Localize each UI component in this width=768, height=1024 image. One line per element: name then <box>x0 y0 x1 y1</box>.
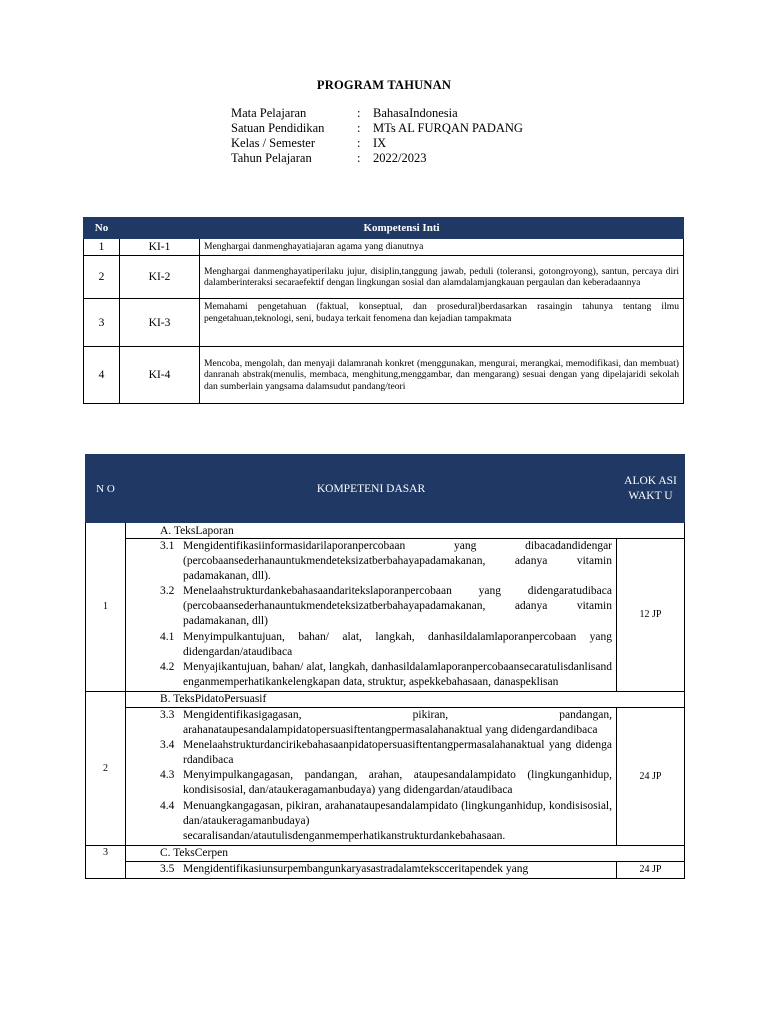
kd-number: 3.5 <box>160 862 175 875</box>
table-row <box>86 845 685 861</box>
ki-no: 1 <box>84 239 120 256</box>
meta-label: Tahun Pelajaran <box>231 151 312 165</box>
kd-number: 4.3 <box>160 769 175 782</box>
kd-header-row <box>86 455 685 523</box>
meta-value: MTs AL FURQAN PADANG <box>373 121 523 135</box>
meta-separator: : <box>357 106 361 120</box>
kd-category: C. TeksCerpen <box>126 845 685 861</box>
kd-group-no: 2 <box>86 691 126 845</box>
meta-separator: : <box>357 151 361 165</box>
kd-time: 12 JP <box>617 539 685 692</box>
kd-content <box>126 861 617 878</box>
table-row <box>84 299 684 347</box>
kd-number: 3.2 <box>160 585 175 598</box>
ki-code: KI-1 <box>120 239 200 256</box>
ki-code: KI-4 <box>120 347 200 404</box>
list-item <box>159 738 612 768</box>
list-item <box>159 862 612 877</box>
kd-text: Menelaahstrukturdancirikebahasaanpidatopersuasiftentangpermasalahanaktual yang didengardandibaca <box>183 739 612 767</box>
meta-label: Kelas / Semester <box>231 136 316 150</box>
kd-number: 3.3 <box>160 708 175 721</box>
kd-text: Mengidentifikasiunsurpembangunkaryasastradalamtekscceritapendek yang <box>183 862 529 875</box>
kd-text: Menelaahstrukturdankebahasaandaritekslaporanpercobaan yang didengaratudibaca (percobaansederhanauntukmendeteksizatberbahayapadamakanan, adanya vitamin padamakanan, dll) <box>183 585 612 628</box>
kd-text: Menuangkangagasan, pikiran, arahanataupesandalampidato (lingkunganhidup, kondisisosial, dan/ataukeragamanbudaya) secaralisandan/atautulisdenganmemperhatikanstrukturdankebahasaan. <box>183 799 612 842</box>
table-row <box>86 539 685 692</box>
kd-group-no: 1 <box>86 523 126 692</box>
kd-time: 24 JP <box>617 707 685 845</box>
kd-text: Mengidentifikasiinformasidarilaporanpercobaan yang dibacadandidengar (percobaansederhanauntukmendeteksizatberbahayapadamakanan, adanya vitamin padamakanan, dll). <box>183 540 612 583</box>
kd-category: A. TeksLaporan <box>126 523 685 539</box>
ki-code: KI-2 <box>120 256 200 299</box>
meta-separator: : <box>357 121 361 135</box>
list-item <box>159 584 612 629</box>
kd-content <box>126 707 617 845</box>
meta-label: Mata Pelajaran <box>231 106 307 120</box>
ki-no: 2 <box>84 256 120 299</box>
table-row <box>84 347 684 404</box>
list-item <box>159 630 612 660</box>
ki-header-title: Kompetensi Inti <box>120 218 684 239</box>
kd-number: 3.4 <box>160 739 175 752</box>
kd-header-time: ALOK ASI WAKT U <box>617 455 685 523</box>
list-item <box>159 708 612 738</box>
ki-code: KI-3 <box>120 299 200 347</box>
meta-row-subject <box>231 106 523 121</box>
meta-label: Satuan Pendidikan <box>231 121 325 135</box>
kd-header-no: N O <box>86 455 126 523</box>
kd-text: Menyimpulkantujuan, bahan/ alat, langkah, danhasildalamlaporanpercobaan yang didengardan/ataudibaca <box>183 630 612 658</box>
kd-number: 4.2 <box>160 660 175 673</box>
meta-separator: : <box>357 136 361 150</box>
kd-category: B. TeksPidatoPersuasif <box>126 691 685 707</box>
document-meta <box>231 106 523 166</box>
kd-header-title: KOMPETENI DASAR <box>126 455 617 523</box>
meta-row-school <box>231 121 523 136</box>
ki-description: Memahami pengetahuan (faktual, konseptual, dan prosedural)berdasarkan rasaingin tahunya tentang ilmu pengetahuan,teknologi, seni, budaya terkait fenomena dan kejadian tampakmata <box>200 299 684 347</box>
kd-number: 3.1 <box>160 540 175 552</box>
meta-row-class <box>231 136 523 151</box>
ki-header-no: No <box>84 218 120 239</box>
table-row <box>84 256 684 299</box>
kd-text: Menyajikantujuan, bahan/ alat, langkah, danhasildalamlaporanpercobaansecaratulisdanlisandenganmemperhatikankelengkapan data, struktur, aspekkebahasaan, danaspeklisan <box>183 660 612 688</box>
kd-content <box>126 539 617 692</box>
kompetensi-dasar-table <box>85 454 685 879</box>
kompetensi-inti-table <box>83 217 684 404</box>
kd-group-no: 3 <box>86 845 126 878</box>
kd-text: Mengidentifikasigagasan, pikiran, pandangan, arahanataupesandalampidatopersuasiftentangpermasalahanaktual yang didengardandibaca <box>183 708 612 737</box>
list-item <box>159 660 612 690</box>
meta-value: IX <box>373 136 387 150</box>
ki-no: 4 <box>84 347 120 404</box>
ki-description: Menghargai danmenghayatiajaran agama yang dianutnya <box>200 239 684 256</box>
table-row <box>86 861 685 878</box>
kd-number: 4.4 <box>160 799 175 812</box>
ki-description: Menghargai danmenghayatiperilaku jujur, disiplin,tanggung jawab, peduli (toleransi, gotongroyong), santun, percaya diri dalamberinteraksi secaraefektif dengan lingkungan sosial dan alamdalamjangkauan pergaulan dan keberadaannya <box>200 256 684 299</box>
meta-value: BahasaIndonesia <box>373 106 458 120</box>
table-row <box>84 239 684 256</box>
ki-header-row <box>84 218 684 239</box>
table-row <box>86 691 685 707</box>
kd-text: Menyimpulkangagasan, pandangan, arahan, ataupesandalampidato (lingkunganhidup, kondisisosial, dan/ataukeragamanbudaya) yang didengardan/ataudibaca <box>183 769 612 797</box>
kd-number: 4.1 <box>160 630 175 643</box>
document-title: PROGRAM TAHUNAN <box>316 78 452 92</box>
list-item <box>159 799 612 844</box>
table-row <box>86 707 685 845</box>
list-item <box>159 539 612 584</box>
list-item <box>159 768 612 798</box>
kd-time: 24 JP <box>617 861 685 878</box>
ki-no: 3 <box>84 299 120 347</box>
table-row <box>86 523 685 539</box>
ki-description: Mencoba, mengolah, dan menyaji dalamranah konkret (menggunakan, mengurai, merangkai, memodifikasi, dan membuat) danranah abstrak(menulis, membaca, menghitung,menggambar, dan mengarang) sesuai dengan yang dipelajaridi sekolah dan sumberlain yangsama dalamsudut pandang/teori <box>200 347 684 404</box>
meta-value: 2022/2023 <box>373 151 427 165</box>
meta-row-year <box>231 151 523 166</box>
